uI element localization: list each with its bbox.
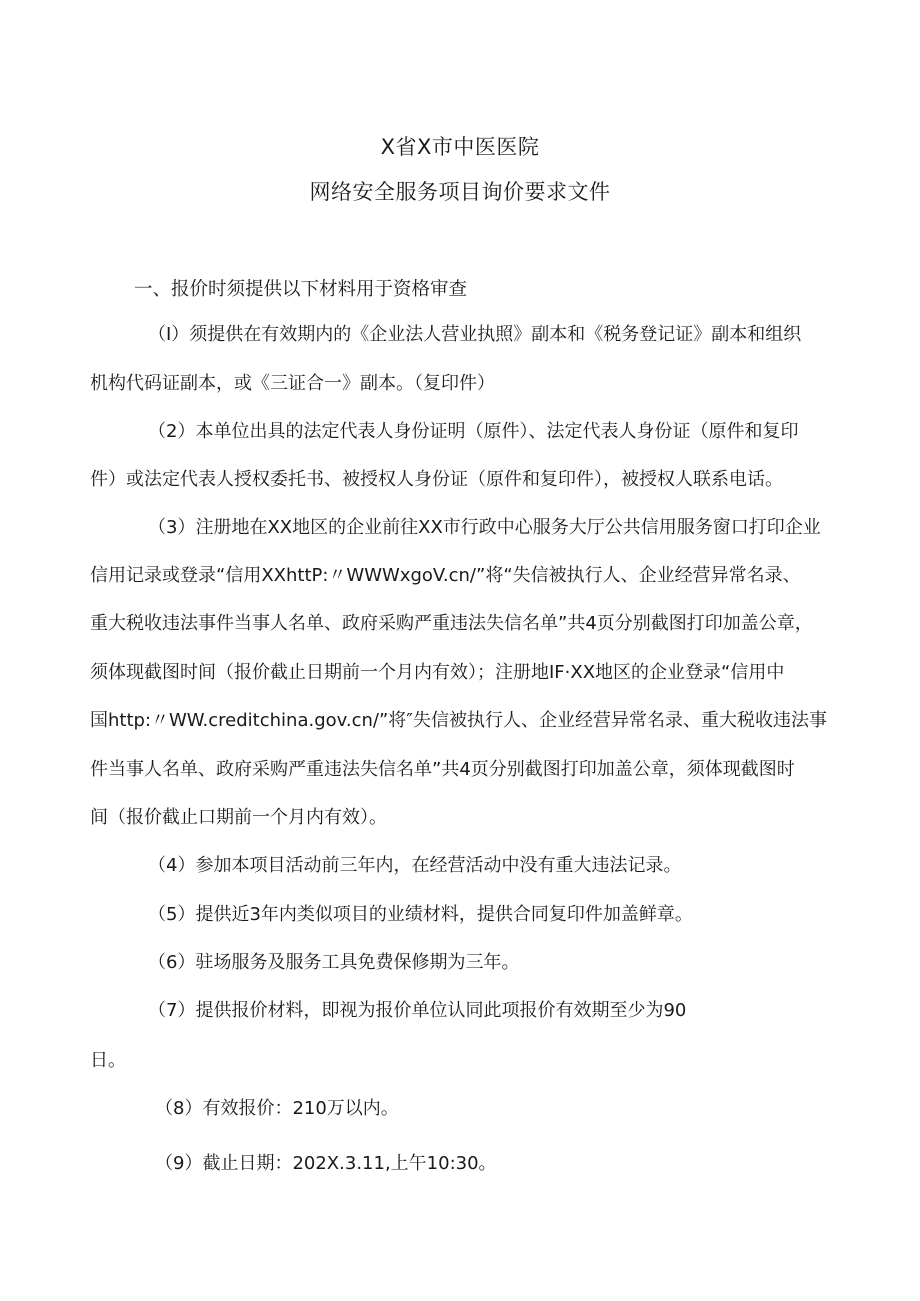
section-heading: 一、报价时须提供以下材料用于资格审查	[134, 279, 468, 300]
item3-line6: 件当事人名单、政府采购严重违法失信名单”共4页分别截图打印加盖公章，须体现截图时	[90, 759, 795, 780]
item2-line1: （2）本单位出具的法定代表人身份证明（原件）、法定代表人身份证（原件和复印	[148, 421, 799, 442]
item2-line2: 件）或法定代表人授权委托书、被授权人身份证（原件和复印件），被授权人联系电话。	[90, 469, 783, 490]
item3-line7: 间（报价截止口期前一个月内有效）。	[90, 807, 387, 828]
item3-line1: （3）注册地在XX地区的企业前往XX市行政中心服务大厅公共信用服务窗口打印企业	[148, 517, 821, 538]
item9-line1: （9）截止日期：202X.3.11,上午10:30。	[155, 1153, 497, 1174]
document-title-line1: X省X市中医医院	[380, 135, 540, 159]
document-title-line2: 网络安全服务项目询价要求文件	[309, 180, 611, 204]
item8-line1: （8）有效报价：210万以内。	[155, 1098, 399, 1119]
item3-line4: 须体现截图时间（报价截止日期前一个月内有效）；注册地IF·XX地区的企业登录“信用中	[90, 662, 785, 683]
item3-line5: 国http:〃WW.creditchina.gov.cn/”将″失信被执行人、企业经营异常名录、重大税收违法事	[90, 710, 828, 731]
item1-line1: （I）须提供在有效期内的《企业法人营业执照》副本和《税务登记证》副本和组织	[148, 324, 802, 345]
item4-line1: （4）参加本项目活动前三年内，在经营活动中没有重大违法记录。	[148, 855, 682, 876]
item1-line2: 机构代码证副本，或《三证合一》副本。（复印件）	[90, 373, 495, 394]
item7-line2: 日。	[90, 1050, 126, 1071]
item3-line2: 信用记录或登录“信用XXhttP:〃WWWxgoV.cn/”将“失信被执行人、企业经营异常名录、	[90, 565, 801, 586]
item3-line3: 重大税收违法事件当事人名单、政府采购严重违法失信名单”共4页分别截图打印加盖公章，	[90, 613, 813, 634]
item5-line1: （5）提供近3年内类似项目的业绩材料，提供合同复印件加盖鲜章。	[148, 904, 693, 925]
item7-line1: （7）提供报价材料，即视为报价单位认同此项报价有效期至少为90	[148, 1000, 687, 1021]
item6-line1: （6）驻场服务及服务工具免费保修期为三年。	[148, 952, 520, 973]
